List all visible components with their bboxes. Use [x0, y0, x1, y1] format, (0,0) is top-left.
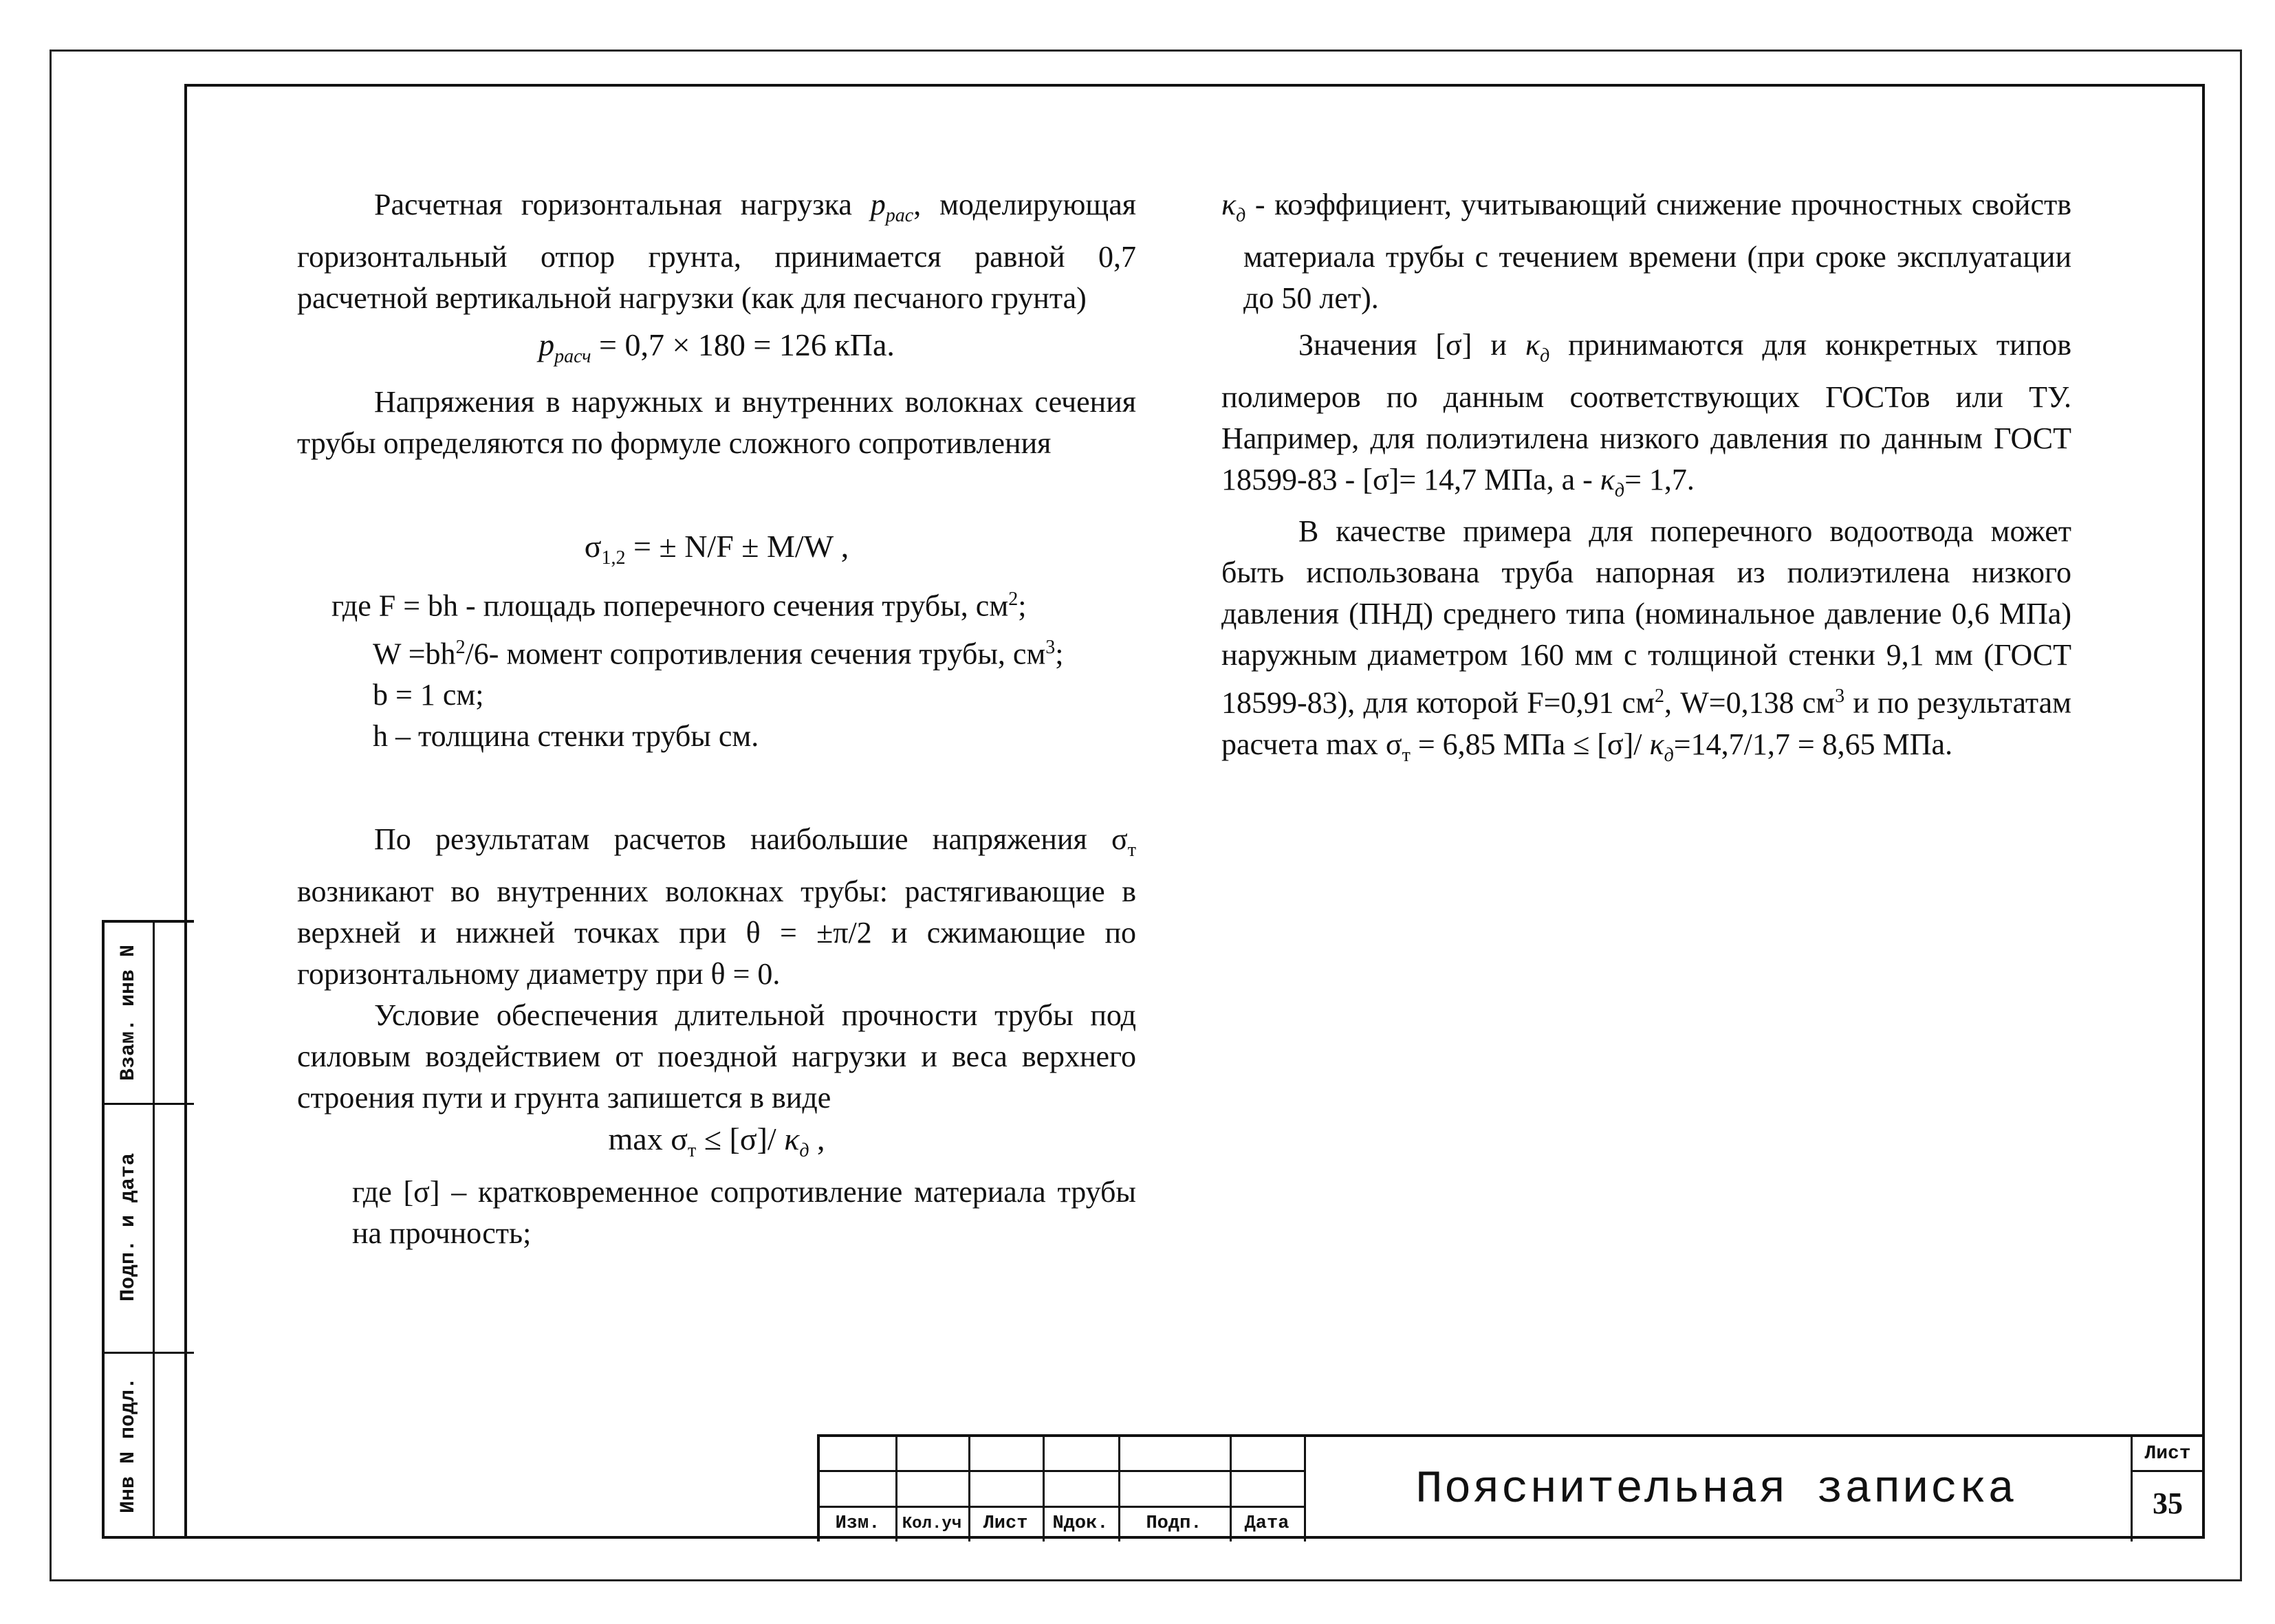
formula-p-rasch: $p_{расч} = 0,7 \times 180 = 126$ кПа.: [538, 327, 895, 367]
header-izm: Изм.: [835, 1513, 880, 1534]
definition-w: $W =bh^2/6-$ момент сопротивления сечения трубы, $см^3$;: [373, 636, 1064, 671]
header-list: Лист: [983, 1513, 1028, 1534]
formula-condition: $\max \sigma_т \le [\sigma]/$ $\kappa_д$ ,: [608, 1121, 825, 1162]
side-row-podp: [105, 1103, 194, 1354]
revision-table: [817, 1434, 1304, 1541]
document-title: Пояснительная записка: [1301, 1434, 2133, 1541]
formula-sigma: $\sigma_{1,2}$ = ± N/F ± M/W ,: [584, 528, 849, 569]
definition-k: $\kappa_д$ - коэффициент, учитывающий снижение прочностных свойств материала трубы с течением времени (при сроке эксплуатации до 50 лет).: [1221, 188, 2071, 315]
side-label-vzam: Взам. инв N: [117, 944, 141, 1082]
definition-sigma: где [σ] – кратковременное сопротивление материала трубы на прочность;: [352, 1175, 1136, 1251]
definition-h: h – толщина стенки трубы см.: [373, 719, 759, 754]
side-label-inv: Инв N подл.: [117, 1376, 141, 1514]
header-ndok: Nдок.: [1052, 1513, 1109, 1534]
paragraph-values: Значения [σ] и $\kappa_д$ принимаются для конкретных типов полимеров по данным соответствующих ГОСТов или ТУ. Например, для полиэтилена низкого давления по данным ГОСТ 18599-83 - [σ]= 14,7 МПа, $а - \kappa_д= 1,7$.: [1221, 327, 2071, 501]
header-kol-uch: Кол.уч: [902, 1514, 962, 1533]
header-data: Дата: [1244, 1513, 1289, 1534]
header-podp: Подп.: [1146, 1513, 1202, 1534]
paragraph-strength-condition: Условие обеспечения длительной прочности трубы под силовым воздействием от поездной нагрузки и веса верхнего строения пути и грунта запишется в виде: [297, 998, 1136, 1115]
paragraph-horizontal-load: Расчетная горизонтальная нагрузка $p_{рас}$, моделирующая горизонтальный отпор грунта, принимается равной 0,7 расчетной вертикальной нагрузки (как для песчаного грунта): [297, 188, 1137, 315]
side-row-vzam: [105, 923, 194, 1105]
paragraph-stresses: Напряжения в наружных и внутренних волокнах сечения трубы определяются по формуле сложного сопротивления: [297, 384, 1136, 460]
right-column: [1221, 184, 2071, 776]
definition-b: b = 1 см;: [373, 678, 484, 712]
definition-f: где F = bh - площадь поперечного сечения трубы, $см^2$;: [331, 589, 1027, 623]
sheet-number: 35: [2153, 1486, 2183, 1520]
paragraph-example: В качестве примера для поперечного водоотвода может быть использована труба напорная из полиэтилена низкого давления (ПНД) среднего типа (номинальное давление 0,6 МПа) наружным диаметром 160 мм с толщиной стенки 9,1 мм (ГОСТ 18599-83), для которой F=0,91 $см^2$, W=0,138 $см^3$ и по результатам расчета $\max \sigma_т = 6,85$ МПа ≤ [σ]/ $\kappa_д=14,7/1,7 = 8,65$ МПа.: [1221, 514, 2072, 766]
left-column: [297, 184, 1136, 1254]
title-block: [817, 1434, 2205, 1539]
side-label-podp: Подп. и дата: [117, 1152, 141, 1302]
paragraph-max-stress: По результатам расчетов наибольшие напряжения $\sigma_т$ возникают во внутренних волокнах трубы: растягивающие в верхней и нижней точках при θ = ±π/2 и сжимающие по горизонтальному диаметру при θ = 0.: [297, 822, 1136, 991]
side-stamp: [102, 920, 194, 1539]
side-row-inv: [105, 1352, 194, 1539]
sheet-label: Лист: [2131, 1434, 2205, 1472]
